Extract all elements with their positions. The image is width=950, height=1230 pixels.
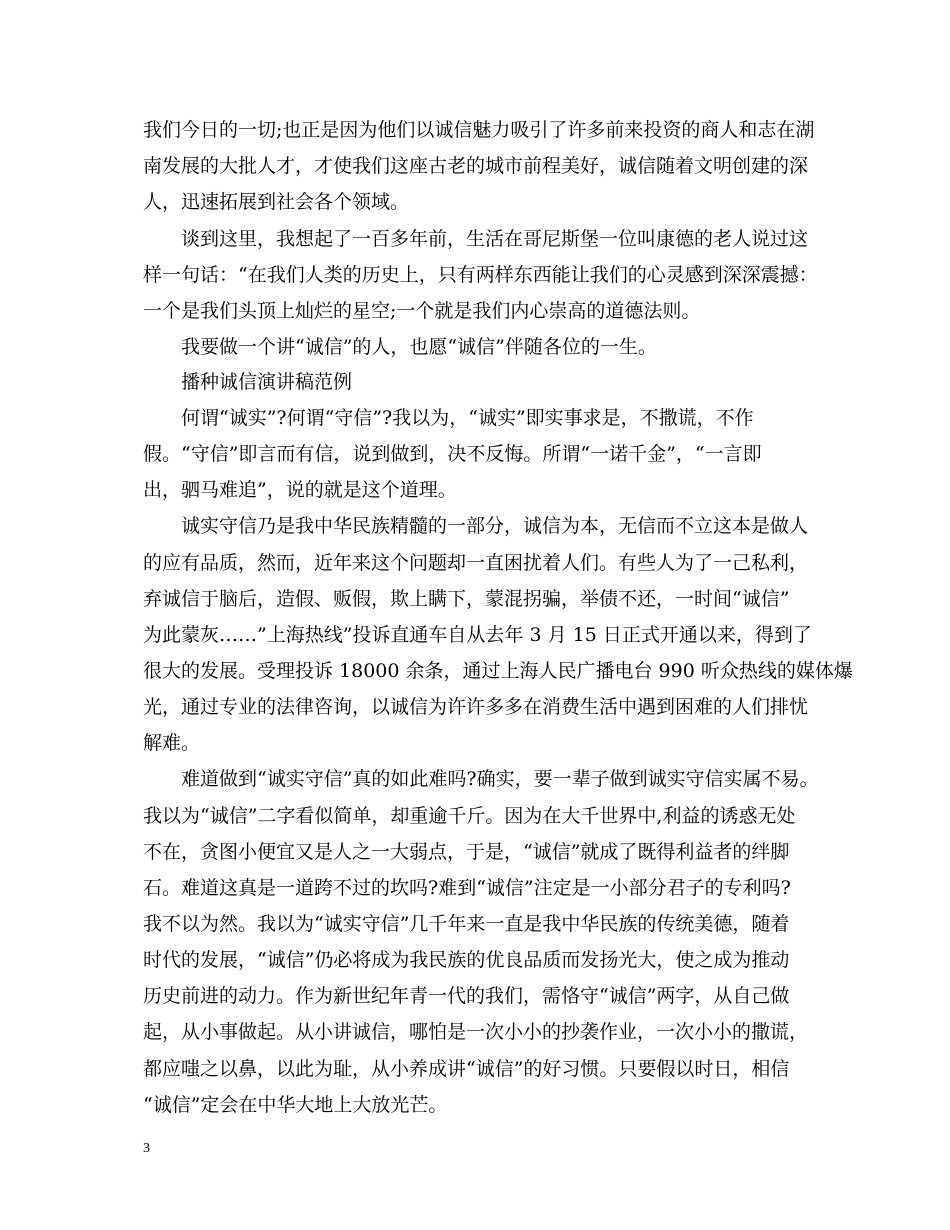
text-line: 出，驷马难追”，说的就是这个道理。: [143, 479, 457, 501]
text-line: 假。“守信”即言而有信，说到做到，决不反悔。所谓“一诺千金”，“一言即: [143, 443, 762, 465]
text-line: 何谓“诚实”?何谓“守信”?我以为，“诚实”即实事求是，不撒谎，不作: [181, 407, 754, 429]
text-line: 我以为“诚信”二字看似简单，却重逾千斤。因为在大千世界中,利益的诱惑无处: [143, 805, 796, 827]
text-line: 起，从小事做起。从小讲诚信，哪怕是一次小小的抄袭作业，一次小小的撒谎，: [143, 1021, 809, 1043]
text-line: 都应嗤之以鼻，以此为耻，从小养成讲“诚信”的好习惯。只要假以时日，相信: [143, 1058, 790, 1080]
text-line: 人，迅速拓展到社会各个领域。: [143, 191, 410, 213]
text-line: 历史前进的动力。作为新世纪年青一代的我们，需恪守“诚信”两字，从自己做: [143, 985, 790, 1007]
text-line: 我不以为然。我以为“诚实守信”几千年来一直是我中华民族的传统美德，随着: [143, 913, 790, 935]
section-heading: 播种诚信演讲稿范例: [181, 371, 353, 393]
text-line: 一个是我们头顶上灿烂的星空;一个就是我们内心崇高的道德法则。: [143, 300, 701, 322]
text-line: “诚信”定会在中华大地上大放光芒。: [143, 1094, 448, 1116]
text-line: 弃诚信于脑后，造假、贩假，欺上瞒下，蒙混拐骗，举债不还，一时间“诚信”: [143, 588, 790, 610]
text-line: 不在，贪图小便宜又是人之一大弱点，于是，“诚信”就成了既得利益者的绊脚: [143, 841, 790, 863]
page-number: 3: [143, 1141, 150, 1156]
text-line: 我们今日的一切;也正是因为他们以诚信魅力吸引了许多前来投资的商人和志在湖: [143, 119, 815, 141]
text-line: 解难。: [143, 732, 201, 754]
text-line: 石。难道这真是一道跨不过的坎吗?难到“诚信”注定是一小部分君子的专利吗?: [143, 877, 791, 899]
text-line: 时代的发展，“诚信”仍必将成为我民族的优良品质而发扬光大，使之成为推动: [143, 949, 790, 971]
text-line: 诚实守信乃是我中华民族精髓的一部分，诚信为本，无信而不立这本是做人: [181, 515, 809, 537]
text-line: 南发展的大批人才，才使我们这座古老的城市前程美好，诚信随着文明创建的深: [143, 155, 809, 177]
text-line: 很大的发展。受理投诉 18000 余条，通过上海人民广播电台 990 听众热线的媒体爆: [143, 660, 853, 682]
text-line: 的应有品质，然而，近年来这个问题却一直困扰着人们。有些人为了一己私利，: [143, 552, 809, 574]
text-line: 为此蒙灰……”上海热线”投诉直通车自从去年 3 月 15 日正式开通以来，得到了: [143, 624, 812, 646]
text-line: 我要做一个讲“诚信”的人，也愿“诚信”伴随各位的一生。: [181, 336, 657, 358]
text-line: 样一句话：“在我们人类的历史上，只有两样东西能让我们的心灵感到深深震撼：: [143, 264, 818, 286]
text-line: 光，通过专业的法律咨询，以诚信为许许多多在消费生活中遇到困难的人们排忧: [143, 696, 809, 718]
text-line: 谈到这里，我想起了一百多年前，生活在哥尼斯堡一位叫康德的老人说过这: [181, 228, 809, 250]
text-line: 难道做到“诚实守信”真的如此难吗?确实，要一辈子做到诚实守信实属不易。: [181, 768, 819, 790]
